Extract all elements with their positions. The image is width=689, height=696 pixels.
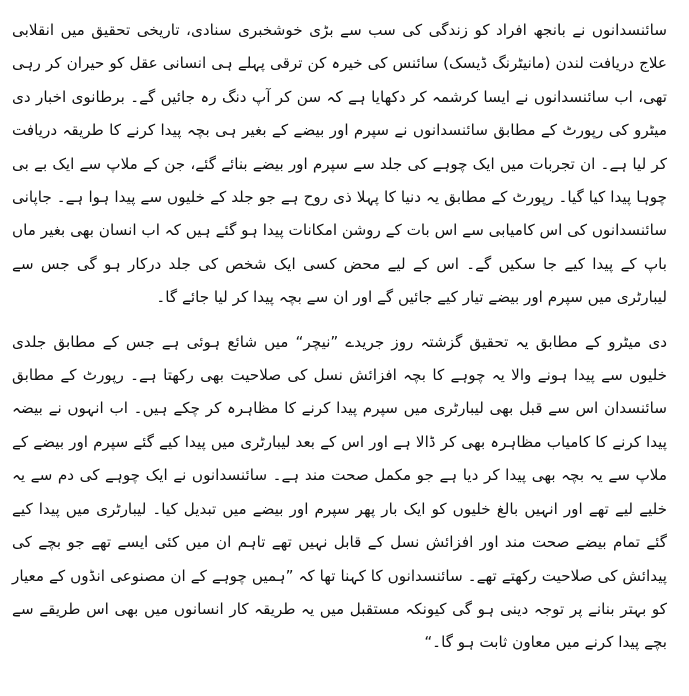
article-paragraph-2: دی میٹرو کے مطابق یہ تحقیق گزشتہ روز جریدے ”نیچر“ میں شائع ہوئی ہے جس کے مطابق جلدی خلیوں سے پیدا ہونے والا یہ چوہے کا بچہ افزائش نسل کی صلاحیت بھی رکھتا ہے۔ رپورٹ کے مطابق سائنسدان اس سے قبل بھی لیبارٹری میں سپرم پیدا کرنے کا مظاہرہ کر چکے ہیں۔ اب انہوں نے بیضہ پیدا کرنے کا کامیاب مظاہرہ بھی کر ڈالا ہے اور اس کے بعد لیبارٹری میں پیدا کیے گئے سپرم اور بیضے کے ملاپ سے یہ بچہ بھی پیدا کر دیا ہے جو مکمل صحت مند ہے۔ سائنسدانوں نے ایک چوہے کی دم سے یہ خلیے لیے تھے اور انہیں بالغ خلیوں کو ایک بار پھر سپرم اور بیضے میں تبدیل کیا۔ لیبارٹری میں پیدا کیے گئے تمام بیضے صحت مند اور افزائش نسل کے قابل نہیں تھے تاہم ان میں کئی ایسے تھے جو بچے کی پیدائش کی صلاحیت رکھتے تھے۔ سائنسدانوں کا کہنا تھا کہ ”ہمیں چوہے کے ان مصنوعی انڈوں کے معیار کو بہتر بنانے پر توجہ دینی ہو گی کیونکہ مستقبل میں یہ طریقہ کار انسانوں میں بھی اس طریقے سے بچے پیدا کرنے میں معاون ثابت ہو گا۔“ [12, 332, 667, 652]
article-paragraph-1: سائنسدانوں نے بانجھ افراد کو زندگی کی سب سے بڑی خوشخبری سنادی، تاریخی تحقیق میں انقلابی علاج دریافت لندن (مانیٹرنگ ڈیسک) سائنس کی خیرہ کن ترقی پہلے ہی انسانی عقل کو حیران کر رہی تھی، اب سائنسدانوں نے ایسا کرشمہ کر دکھایا ہے کہ سن کر آپ دنگ رہ جائیں گے۔ برطانوی اخبار دی میٹرو کی رپورٹ کے مطابق سائنسدانوں نے سپرم اور بیضے کے بغیر ہی بچہ پیدا کرنے کا طریقہ دریافت کر لیا ہے۔ ان تجربات میں ایک چوہے کی جلد سے سپرم اور بیضے بنائے گئے، جن کے ملاپ سے ایک بے بی چوہا پیدا کیا گیا۔ رپورٹ کے مطابق یہ دنیا کا پہلا ذی روح ہے جو جلد کے خلیوں سے پیدا ہوا ہے۔ جاپانی سائنسدانوں کی اس کامیابی سے اس بات کے روشن امکانات پیدا ہو گئے ہیں کہ اب انسان بھی بغیر ماں باپ کے پیدا کیے جا سکیں گے۔ اس کے لیے محض کسی ایک شخص کی جلد درکار ہو گی جس سے لیبارٹری میں سپرم اور بیضے تیار کیے جائیں گے اور ان سے بچہ پیدا کر لیا جائے گا۔ [12, 21, 667, 307]
